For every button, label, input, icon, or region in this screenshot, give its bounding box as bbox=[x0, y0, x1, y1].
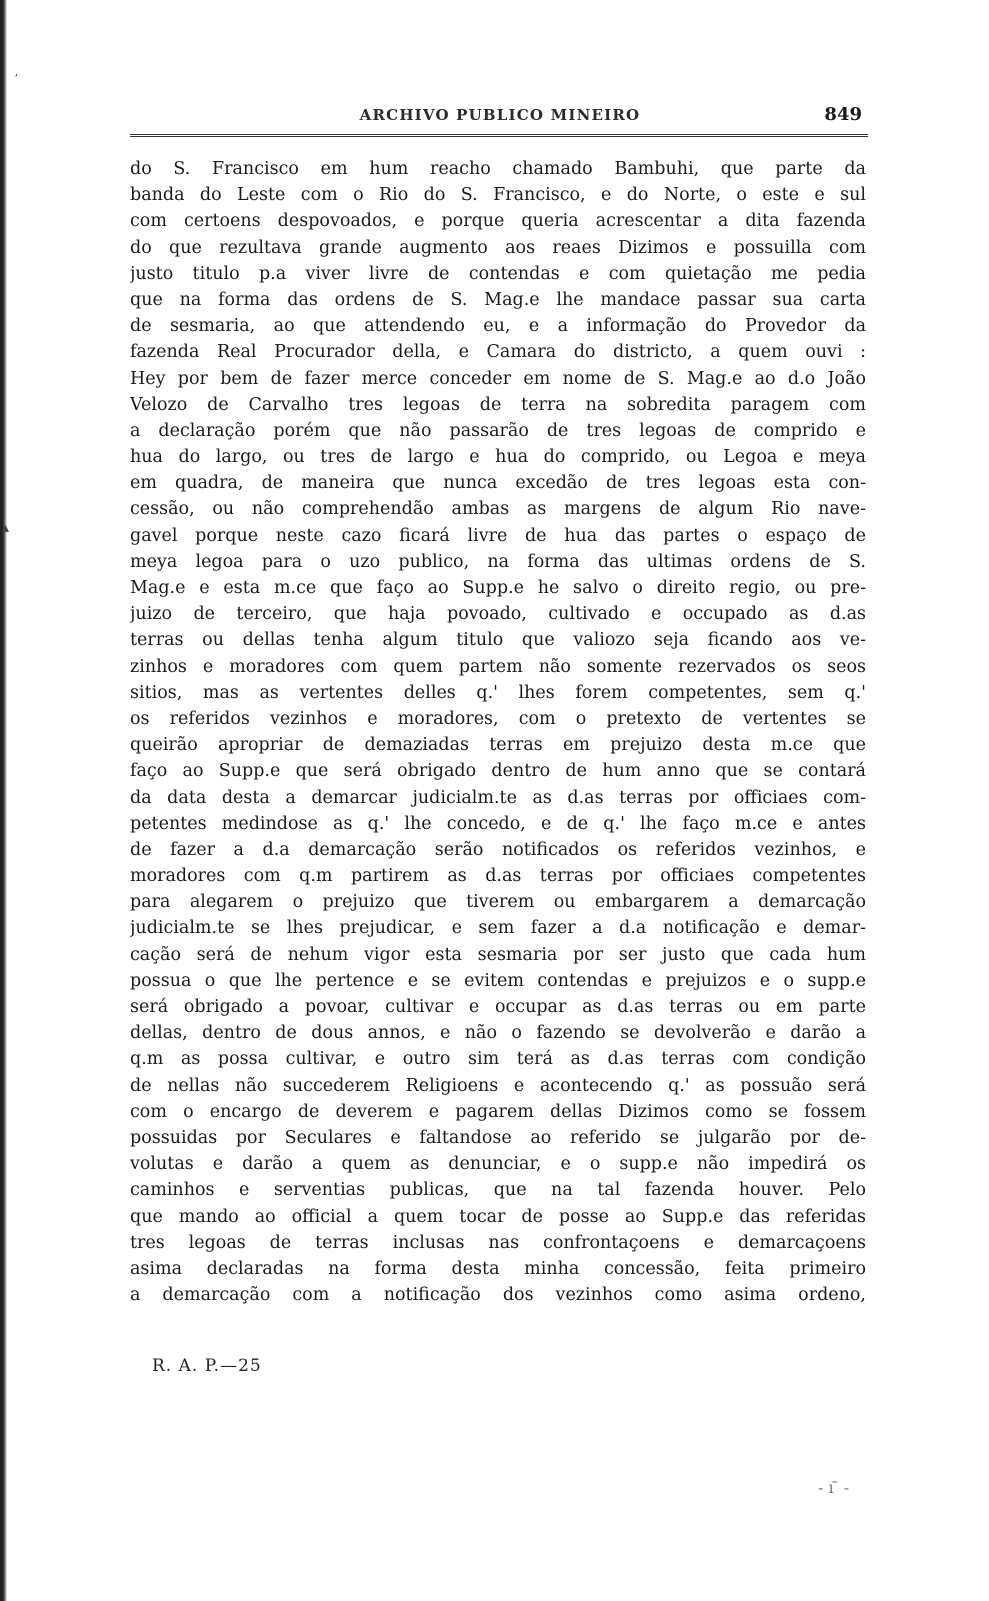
text-line: terras ou dellas tenha algum titulo que valiozo seja ficando aos ve- bbox=[130, 630, 866, 651]
text-line: tres legoas de terras inclusas nas confrontaçoens e demarcaçoens bbox=[130, 1232, 866, 1253]
text-line: de nellas não succederem Religioens e acontecendo q.' as possuão será bbox=[130, 1075, 866, 1096]
text-line: cação será de nehum vigor esta sesmaria por ser justo que cada hum bbox=[130, 944, 866, 965]
text-line: fazenda Real Procurador della, e Camara do districto, a quem ouvi : bbox=[130, 342, 866, 363]
text-line: zinhos e moradores com quem partem não somente rezervados os seos bbox=[130, 656, 866, 677]
footer-signature: R. A. P.—25 bbox=[152, 1356, 262, 1376]
text-line: de fazer a d.a demarcação serão notificados os referidos vezinhos, e bbox=[130, 839, 866, 860]
text-line: Velozo de Carvalho tres legoas de terra na sobredita paragem com bbox=[130, 394, 866, 415]
text-line: com o encargo de deverem e pagarem dellas Dizimos como se fossem bbox=[130, 1101, 866, 1122]
document-body bbox=[130, 156, 866, 1308]
text-line: com certoens despovoados, e porque queria acrescentar a dita fazenda bbox=[130, 211, 866, 232]
text-line: faço ao Supp.e que será obrigado dentro de hum anno que se contará bbox=[130, 761, 866, 782]
running-header bbox=[130, 106, 870, 132]
text-line: a declaração porém que não passarão de tres legoas de comprido e bbox=[130, 420, 866, 441]
text-line: Hey por bem de fazer merce conceder em nome de S. Mag.e ao d.o João bbox=[130, 368, 866, 389]
stray-ink-mark: ▴ bbox=[2, 520, 10, 536]
text-line: judicialm.te se lhes prejudicar, e sem fazer a d.a notificação e demar- bbox=[130, 918, 866, 939]
text-line: do S. Francisco em hum reacho chamado Bambuhi, que parte da bbox=[130, 159, 866, 179]
text-line: em quadra, de maneira que nunca excedão de tres legoas esta con- bbox=[130, 473, 866, 494]
text-line: do que rezultava grande augmento aos reaes Dizimos e possuilla com bbox=[130, 237, 866, 258]
text-line: q.m as possa cultivar, e outro sim terá as d.as terras com condição bbox=[130, 1049, 866, 1070]
text-line: sitios, mas as vertentes delles q.' lhes forem competentes, sem q.' bbox=[130, 682, 866, 703]
text-line: os referidos vezinhos e moradores, com o pretexto de vertentes se bbox=[130, 708, 866, 729]
text-line: hua do largo, ou tres de largo e hua do comprido, ou Legoa e meya bbox=[130, 447, 866, 468]
text-line: que na forma das ordens de S. Mag.e lhe mandace passar sua carta bbox=[130, 289, 866, 310]
text-line: possuidas por Seculares e faltandose ao referido se julgarão por de- bbox=[130, 1127, 866, 1148]
text-line: moradores com q.m partirem as d.as terras por officiaes competentes bbox=[130, 866, 866, 887]
text-line: juizo de terceiro, que haja povoado, cultivado e occupado as d.as bbox=[130, 604, 866, 625]
text-line: será obrigado a povoar, cultivar e occupar as d.as terras ou em parte bbox=[130, 997, 866, 1017]
text-line: que mando ao official a quem tocar de posse ao Supp.e das referidas bbox=[130, 1206, 866, 1227]
page-binding-edge bbox=[0, 0, 10, 1601]
header-rule bbox=[130, 134, 868, 137]
text-line: da data desta a demarcar judicialm.te as d.as terras por officiaes com- bbox=[130, 787, 866, 808]
text-line: banda do Leste com o Rio do S. Francisco, e do Norte, o este e sul bbox=[130, 185, 866, 206]
text-line: queirão apropriar de demaziadas terras em prejuizo desta m.ce que bbox=[130, 735, 866, 756]
text-line: Mag.e e esta m.ce que faço ao Supp.e he salvo o direito regio, ou pre- bbox=[130, 578, 866, 598]
text-line: justo titulo p.a viver livre de contendas e com quietação me pedia bbox=[130, 263, 866, 284]
text-line: de sesmaria, ao que attendendo eu, e a informação do Provedor da bbox=[130, 316, 866, 337]
stray-ink-mark: ʼ bbox=[14, 72, 18, 86]
text-line: para alegarem o prejuizo que tiverem ou embargarem a demarcação bbox=[130, 892, 866, 913]
text-line: cessão, ou não comprehendão ambas as margens de algum Rio nave- bbox=[130, 499, 866, 520]
text-line: gavel porque neste cazo ficará livre de hua das partes o espaço de bbox=[130, 525, 866, 546]
text-line: petentes medindose as q.' lhe concedo, e de q.' lhe faço m.ce e antes bbox=[130, 813, 866, 834]
text-line: volutas e darão a quem as denunciar, e o supp.e não impedirá os bbox=[130, 1154, 866, 1175]
text-line: possua o que lhe pertence e se evitem contendas e prejuizos e o supp.e bbox=[130, 970, 866, 991]
stray-ink-mark: - ı ̄ - bbox=[818, 1478, 850, 1497]
text-line: dellas, dentro de dous annos, e não o fazendo se devolverão e darão a bbox=[130, 1023, 866, 1044]
text-line: a demarcação com a notificação dos vezinhos como asima ordeno, bbox=[130, 1285, 866, 1306]
page-number: 849 bbox=[824, 104, 862, 125]
text-line: asima declaradas na forma desta minha concessão, feita primeiro bbox=[130, 1258, 866, 1279]
header-title: ARCHIVO PUBLICO MINEIRO bbox=[359, 106, 641, 124]
text-line: caminhos e serventias publicas, que na tal fazenda houver. Pelo bbox=[130, 1180, 866, 1201]
text-line: meya legoa para o uzo publico, na forma das ultimas ordens de S. bbox=[130, 551, 866, 572]
